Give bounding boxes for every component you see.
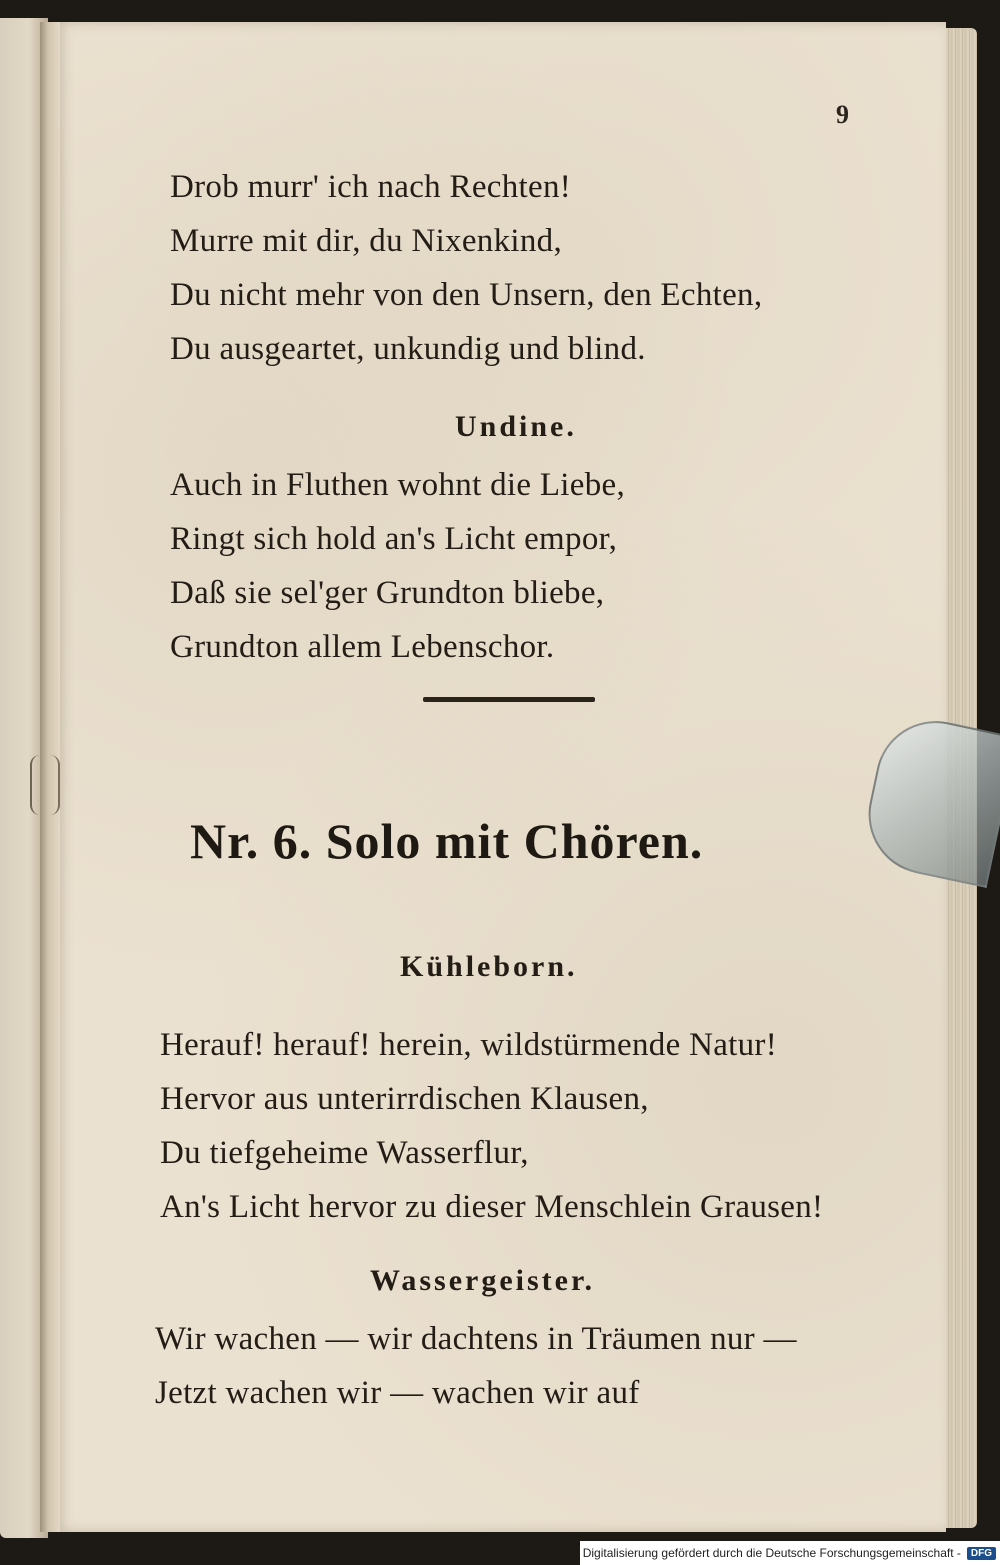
- section-divider: [423, 697, 595, 702]
- page-number: 9: [836, 100, 849, 129]
- verse-block-4: [155, 1312, 797, 1420]
- verse-line: Jetzt wachen wir — wachen wir auf: [155, 1375, 640, 1411]
- verse-block-2: [170, 458, 625, 674]
- verse-line: Ringt sich hold an's Licht empor,: [170, 521, 618, 557]
- verse-line: Herauf! herauf! herein, wildstürmende Natur!: [160, 1027, 778, 1063]
- verse-line: Hervor aus unterirrdischen Klausen,: [160, 1081, 649, 1117]
- verse-line: Du nicht mehr von den Unsern, den Echten,: [170, 277, 763, 313]
- verse-block-1: [170, 160, 762, 376]
- section-heading: Nr. 6. Solo mit Chören.: [190, 813, 704, 869]
- verse-line: An's Licht hervor zu dieser Menschlein Grausen!: [160, 1189, 824, 1225]
- verse-line: Wir wachen — wir dachtens in Träumen nur —: [155, 1321, 797, 1357]
- verse-line: Du tiefgeheime Wasserflur,: [160, 1135, 529, 1171]
- verse-block-3: [160, 1018, 823, 1234]
- verse-line: Auch in Fluthen wohnt die Liebe,: [170, 467, 626, 503]
- speaker-undine: Undine.: [455, 410, 577, 443]
- speaker-wassergeister: Wassergeister.: [370, 1264, 596, 1297]
- footer-text: Digitalisierung gefördert durch die Deutsche Forschungsgemeinschaft -: [582, 1546, 961, 1560]
- verse-line: Du ausgeartet, unkundig und blind.: [170, 331, 646, 367]
- funding-footer: [580, 1541, 1000, 1565]
- verse-line: Drob murr' ich nach Rechten!: [170, 169, 572, 205]
- dfg-logo: DFG: [967, 1547, 996, 1560]
- verse-line: Murre mit dir, du Nixenkind,: [170, 223, 563, 259]
- binding-stitch: [30, 755, 60, 815]
- speaker-kuehleborn: Kühleborn.: [400, 950, 578, 983]
- verse-line: Grundton allem Lebenschor.: [170, 629, 555, 665]
- verse-line: Daß sie sel'ger Grundton bliebe,: [170, 575, 605, 611]
